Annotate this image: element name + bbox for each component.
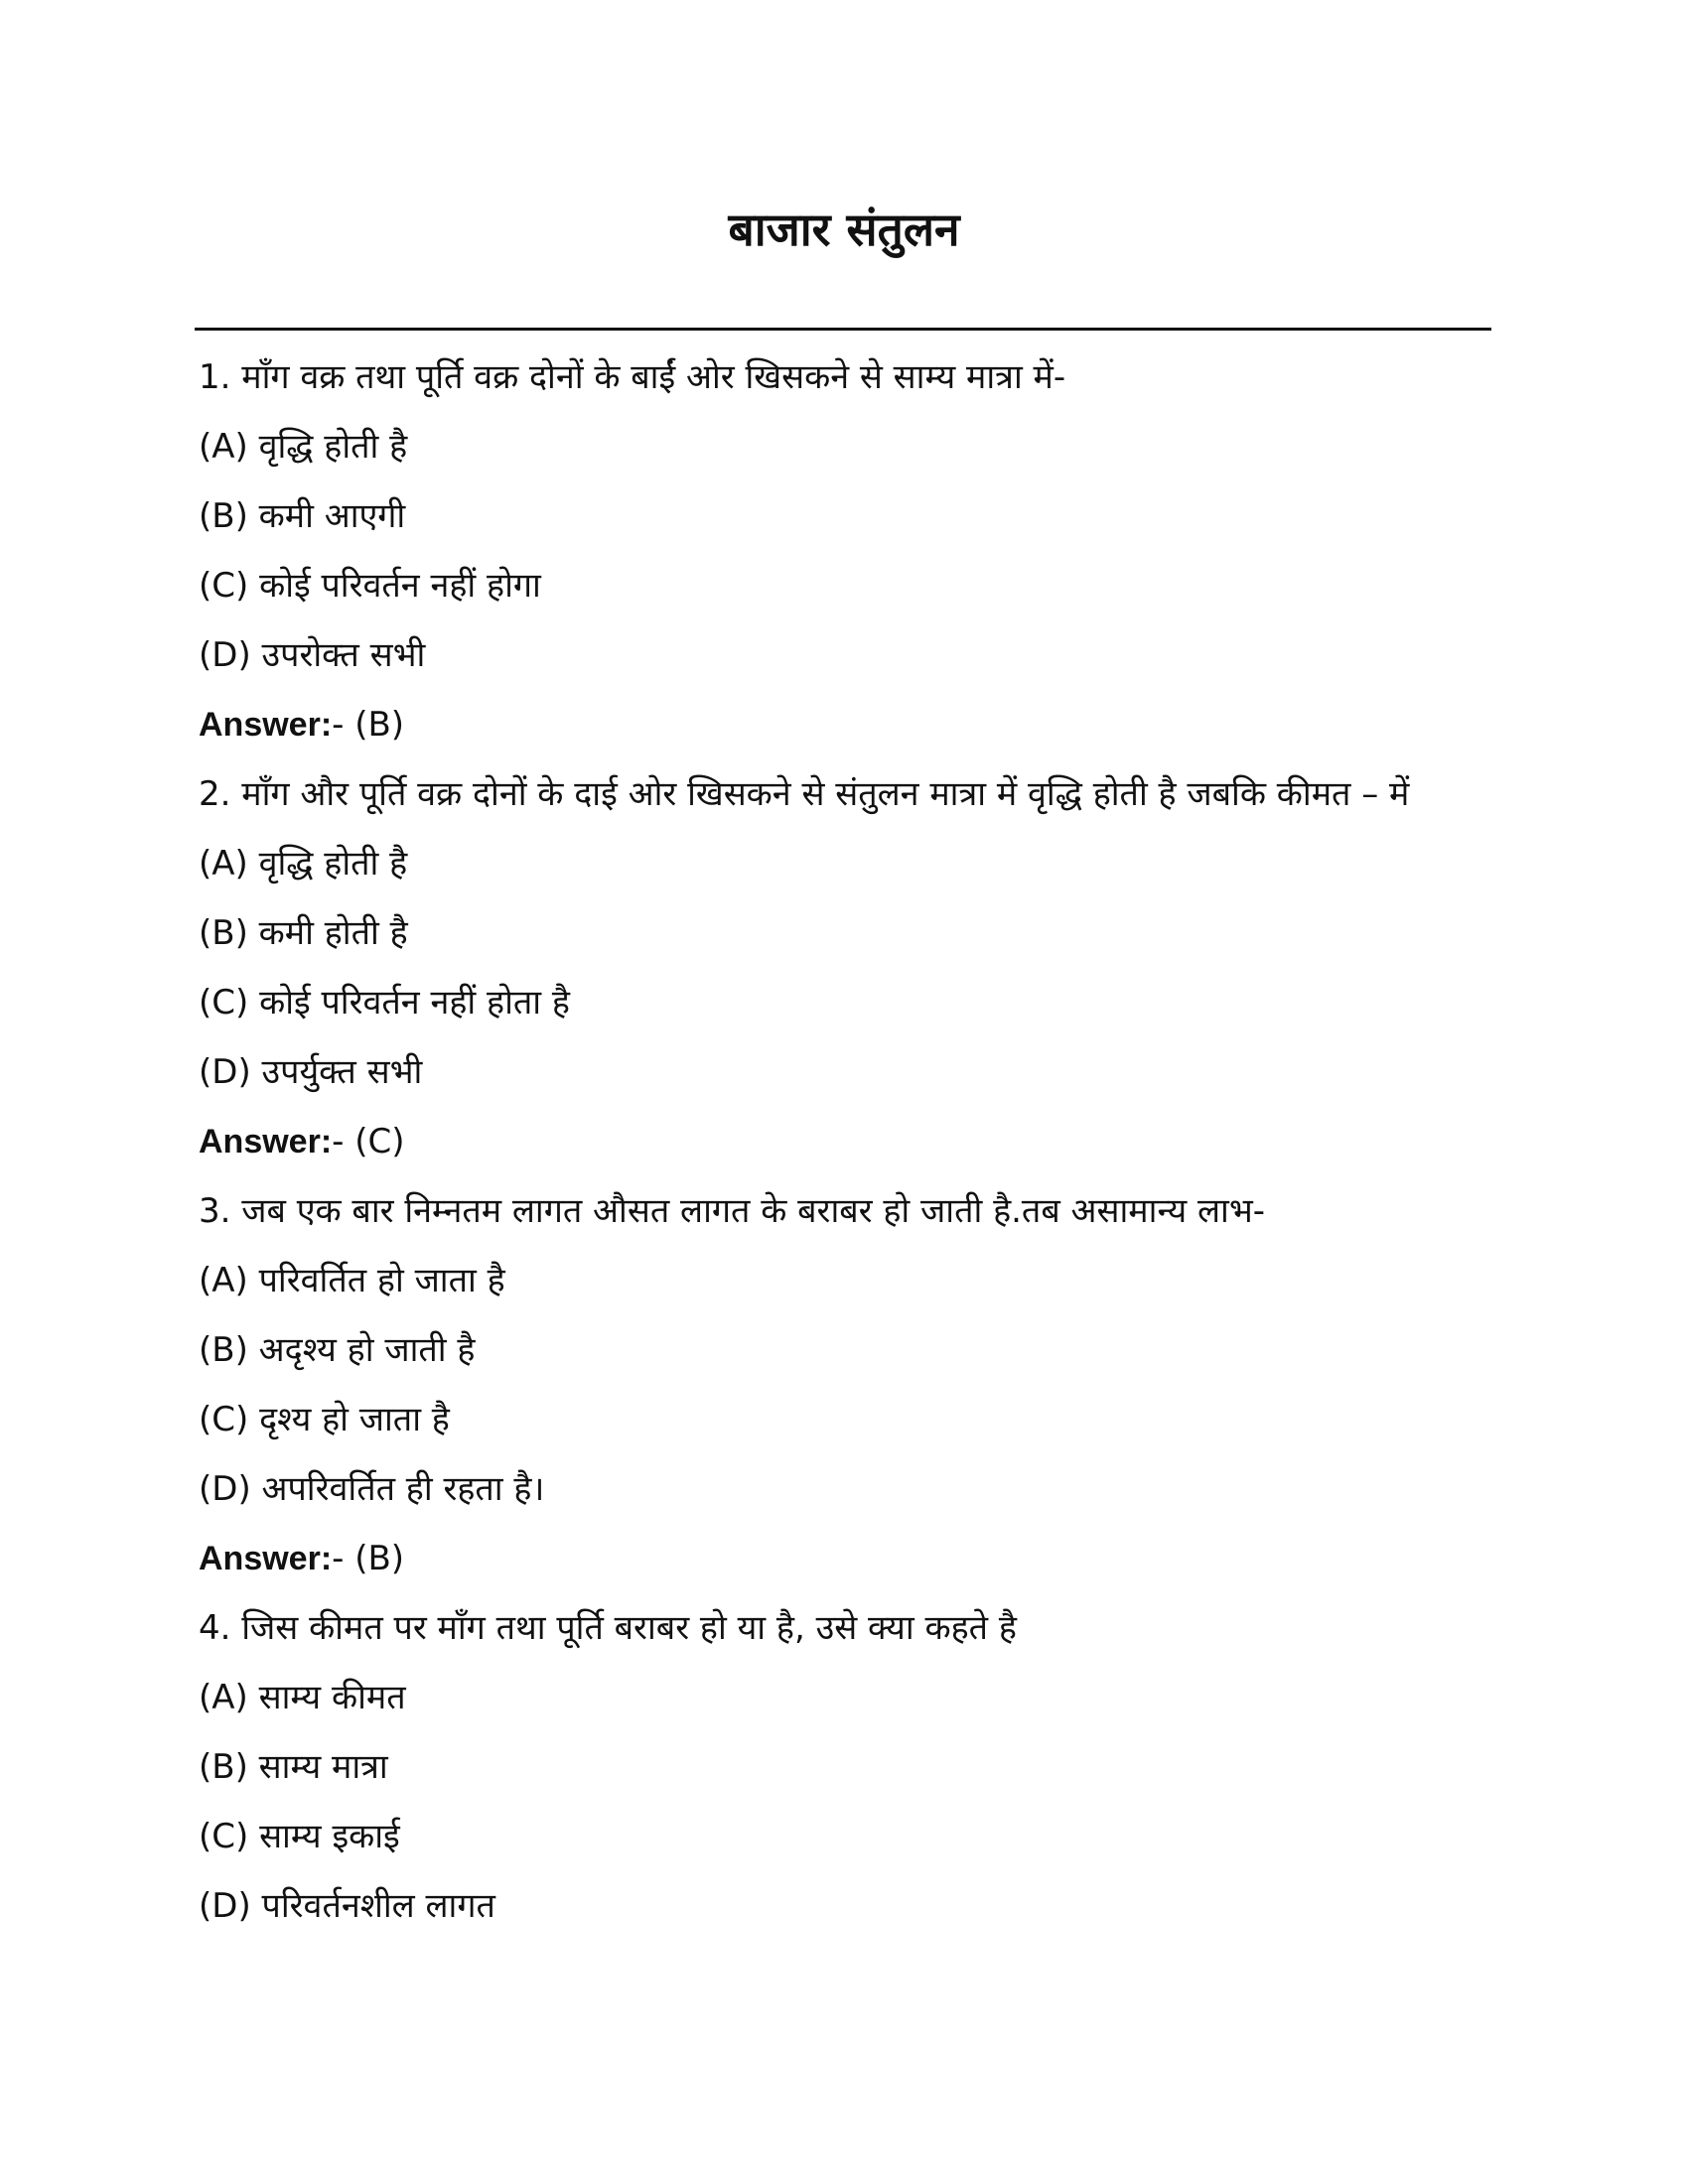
option-c: (C) साम्य इकाई — [199, 1817, 400, 1856]
option-b: (B) कमी आएगी — [199, 496, 406, 536]
option-d: (D) अपरिवर्तित ही रहता है। — [199, 1469, 545, 1509]
answer-label: Answer: — [199, 1540, 333, 1577]
option-b: (B) साम्य मात्रा — [199, 1747, 388, 1787]
option-a: (A) वृद्धि होती है — [199, 844, 408, 884]
question-text: 2. माँग और पूर्ति वक्र दोनों के दाई ओर खिसकने से संतुलन मात्रा में वृद्धि होती है जबकि कीमत – में — [199, 774, 1410, 814]
option-a: (A) परिवर्तित हो जाता है — [199, 1261, 505, 1300]
page-title: बाजार संतुलन — [728, 203, 960, 256]
option-a: (A) वृद्धि होती है — [199, 427, 408, 467]
question-block — [199, 1593, 1489, 1941]
question-text: 3. जब एक बार निम्नतम लागत औसत लागत के बराबर हो जाती है.तब असामान्य लाभ- — [199, 1191, 1266, 1231]
question-block — [199, 759, 1489, 1176]
answer-line — [199, 690, 1489, 759]
answer-line — [199, 1107, 1489, 1176]
option-c: (C) कोई परिवर्तन नहीं होगा — [199, 566, 541, 606]
option-b: (B) कमी होती है — [199, 913, 408, 953]
question-text: 1. माँग वक्र तथा पूर्ति वक्र दोनों के बाईं ओर खिसकने से साम्य मात्रा में- — [199, 357, 1066, 397]
option-d: (D) उपर्युक्त सभी — [199, 1052, 423, 1092]
question-block — [199, 342, 1489, 759]
answer-line — [199, 1524, 1489, 1593]
question-list — [199, 342, 1489, 1941]
option-b: (B) अदृश्य हो जाती है — [199, 1330, 476, 1370]
option-a: (A) साम्य कीमत — [199, 1678, 406, 1717]
title-divider — [195, 328, 1491, 331]
answer-value: - (B) — [332, 1539, 405, 1578]
answer-value: - (B) — [332, 705, 405, 745]
option-d: (D) उपरोक्त सभी — [199, 635, 426, 675]
answer-label: Answer: — [199, 1123, 333, 1160]
question-block — [199, 1176, 1489, 1593]
option-c: (C) दृश्य हो जाता है — [199, 1400, 450, 1439]
answer-value: - (C) — [332, 1122, 405, 1161]
answer-label: Answer: — [199, 706, 333, 744]
question-text: 4. जिस कीमत पर माँग तथा पूर्ति बराबर हो या है, उसे क्या कहते है — [199, 1608, 1017, 1648]
option-c: (C) कोई परिवर्तन नहीं होता है — [199, 983, 570, 1023]
option-d: (D) परिवर्तनशील लागत — [199, 1886, 495, 1926]
